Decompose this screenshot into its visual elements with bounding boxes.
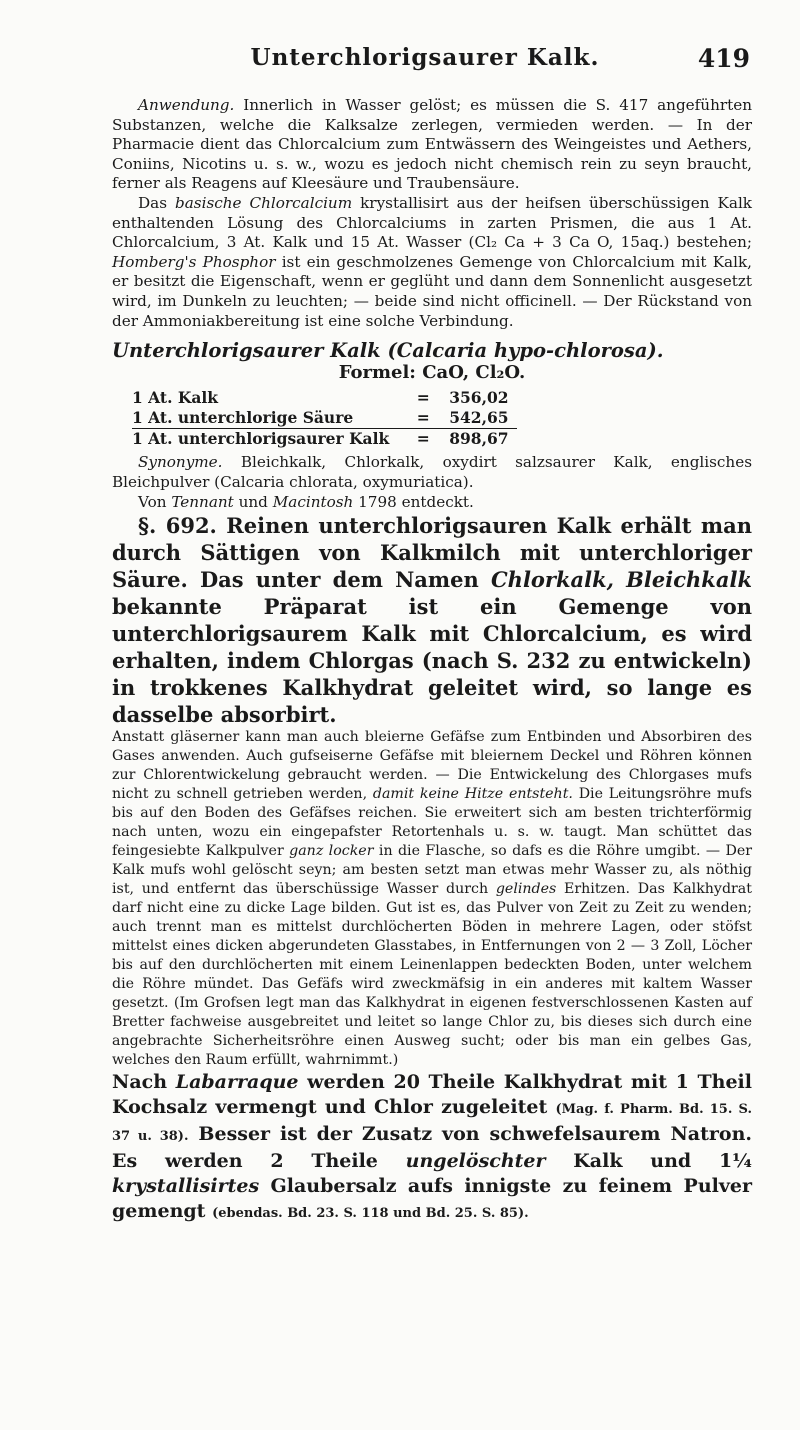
tail-text-c: Besser ist der Zusatz von schwefelsaurem Natron. Es werden 2 Theile — [112, 1123, 753, 1173]
discovery-mid: und — [238, 492, 268, 511]
tail-italic-krystallisirtes: krystallisirtes — [112, 1175, 260, 1198]
discovery-post: 1798 entdeckt. — [358, 492, 474, 511]
basisch-text-a: krystallisirt aus der heifsen überschüssigen Kalk enthaltenden Lösung des Chlorcalciums in zarten Prismen, die aus 1 At. Chlorcalcium, 3 At. Kalk und 15 At. Wasser (Cl₂ Ca + 3 Ca O, 15aq.) bestehen; — [112, 193, 753, 252]
composition-value: 356,02 — [449, 388, 509, 408]
composition-row — [132, 388, 517, 408]
basisch-pre: Das — [138, 193, 168, 212]
composition-total-value: 898,67 — [449, 429, 516, 450]
paragraph-692-details — [112, 728, 752, 1070]
para692-text-b: bekannte Präparat ist ein Gemenge von unterchlorigsaurem Kalk mit Chlorcalcium, es wird erhalten, indem Chlorgas (nach S. 232 zu entwickeln) in trokkenes Kalkhydrat geleitet wird, so lange es dasselbe absorbirt. — [112, 594, 752, 728]
tail-italic-labarraque: Labarraque — [175, 1071, 299, 1094]
composition-label: 1 At. Kalk — [132, 388, 219, 408]
composition-eq: = — [416, 388, 430, 408]
composition-eq: = — [416, 408, 430, 428]
page-number: 419 — [697, 44, 750, 73]
tail-italic-ungeloeschter: ungelöschter — [405, 1150, 546, 1173]
chemical-formula: Formel: CaO, Cl₂O. — [338, 361, 526, 383]
details-text-c: in die Flasche, so dafs es die Röhre umgibt. — Der Kalk mufs wohl gelöscht seyn; am besten setzt man etwas mehr Wasser zu, als nöthig ist, und entfernt das überschüssige Wasser durch — [112, 843, 753, 898]
para692-text-a: §. 692. Reinen unterchlorigsauren Kalk erhält man durch Sättigen von Kalkmilch mit unterchloriger Säure. Das unter dem Namen — [112, 513, 752, 593]
details-italic-2: ganz locker — [289, 843, 374, 860]
composition-total-row — [132, 429, 517, 450]
paragraph-labarraque — [112, 1070, 752, 1226]
composition-value: 542,65 — [449, 408, 509, 428]
discovery-name-macintosh: Macintosh — [272, 492, 354, 511]
composition-total-eq: = — [397, 429, 449, 450]
page-header — [100, 44, 750, 80]
paragraph-anwendung — [112, 96, 752, 194]
homberg-label: Homberg's Phosphor — [112, 252, 276, 271]
tail-text-b: werden 20 Theile Kalkhydrat mit 1 Theil Kochsalz vermengt und Chlor zugeleitet — [112, 1071, 752, 1119]
details-italic-3: gelindes — [495, 881, 557, 898]
details-italic-1: damit keine Hitze entsteht. — [372, 786, 573, 803]
tail-text-d: Kalk und 1¼ — [573, 1150, 752, 1173]
paragraph-synonyme — [112, 453, 752, 492]
tail-text-a: Nach — [112, 1071, 168, 1094]
para692-italic: Chlorkalk, Bleichkalk — [490, 567, 752, 593]
page-body — [112, 96, 752, 1226]
anwendung-label: Anwendung. — [138, 96, 235, 114]
details-text-d: Erhitzen. Das Kalkhydrat darf nicht eine zu dicke Lage bilden. Gut ist es, das Pulver von Zeit zu Zeit zu wenden; auch trennt man es mittelst durchlöcherten Böden in mehrere Lagen, oder stöfst mittelst eines dicken abgerundeten Glasstabes, in Entfernungen von 2 — 3 Zoll, Löcher bis auf den durchlöcherten mit einem Leinenlappen bedeckten Boden, unter welchem die Röhre mündet. Das Gefäfs wird zweckmäfsig in ein anderes mit kaltem Wasser gesetzt. (Im Grofsen legt man das Kalkhydrat in eigenen festverschlossenen Kasten auf Bretter fachweise ausgebreitet und leitet so lange Chlor zu, bis dieses sich durch eine angebrachte Sicherheitsröhre einen Ausweg sucht; oder bis man ein gelbes Gas, welches den Raum erfüllt, wahrnimmt.) — [112, 881, 752, 1069]
section-title: Unterchlorigsaurer Kalk (Calcaria hypo-chlorosa). — [112, 339, 664, 363]
anwendung-text: Innerlich in Wasser gelöst; es müssen die S. 417 angeführten Substanzen, welche die Kalksalze zerlegen, vermieden werden. — In der Pharmacie dient das Chlorcalcium zum Entwässern des Weingeistes und Aethers, Coniins, Nicotins u. s. w., wozu es jedoch nicht chemisch rein zu seyn braucht, ferner als Reagens auf Kleesäure und Traubensäure. — [112, 96, 752, 193]
tail-reference-1: (Mag. f. Pharm. Bd. 15. S. 37 u. 38). — [112, 1102, 752, 1145]
discovery-name-tennant: Tennant — [171, 492, 234, 511]
synonyme-label: Synonyme. — [138, 453, 223, 472]
details-text-a: Anstatt gläserner kann man auch bleierne Gefäfse zum Entbinden und Absorbiren des Gases anwenden. Auch gufseiserne Gefäfse mit bleiernem Deckel und Röhren können zur Chlorentwickelung gebraucht werden. — Die Entwickelung des Chlorgases mufs nicht zu schnell getrieben werden, — [112, 729, 752, 803]
paragraph-discovery — [112, 493, 752, 513]
paragraph-basisches-chlorcalcium — [112, 194, 752, 331]
composition-total-label: 1 At. unterchlorigsaurer Kalk — [132, 429, 397, 450]
composition-row — [132, 408, 517, 429]
tail-text-e: Glaubersalz aufs innigste zu feinem Pulver gemengt — [112, 1175, 752, 1223]
discovery-pre: Von — [138, 492, 167, 511]
details-text-b: Die Leitungsröhre mufs bis auf den Boden des Gefäfses reichen. Sie erweitert sich am besten trichterförmig nach unten, wozu ein eingepafster Retortenhals u. s. w. taugt. Man schüttet das feingesiebte Kalkpulver — [112, 786, 752, 860]
running-title: Unterchlorigsaurer Kalk. — [250, 44, 600, 71]
composition-table — [132, 388, 517, 449]
paragraph-692 — [112, 512, 752, 728]
synonyme-text: Bleichkalk, Chlorkalk, oxydirt salzsaurer Kalk, englisches Bleichpulver (Calcaria chlorata, oxymuriatica). — [112, 453, 752, 491]
basisch-label: basische Chlorcalcium — [175, 193, 353, 212]
tail-reference-2: (ebendas. Bd. 23. S. 118 und Bd. 25. S. 85). — [212, 1206, 529, 1222]
basisch-text-b: ist ein geschmolzenes Gemenge von Chlorcalcium mit Kalk, er besitzt die Eigenschaft, wenn er geglüht und dann dem Sonnenlicht ausgesetzt wird, im Dunkeln zu leuchten; — beide sind nicht officinell. — Der Rückstand von der Ammoniakbereitung ist eine solche Verbindung. — [112, 252, 752, 330]
composition-label: 1 At. unterchlorige Säure — [132, 408, 354, 428]
